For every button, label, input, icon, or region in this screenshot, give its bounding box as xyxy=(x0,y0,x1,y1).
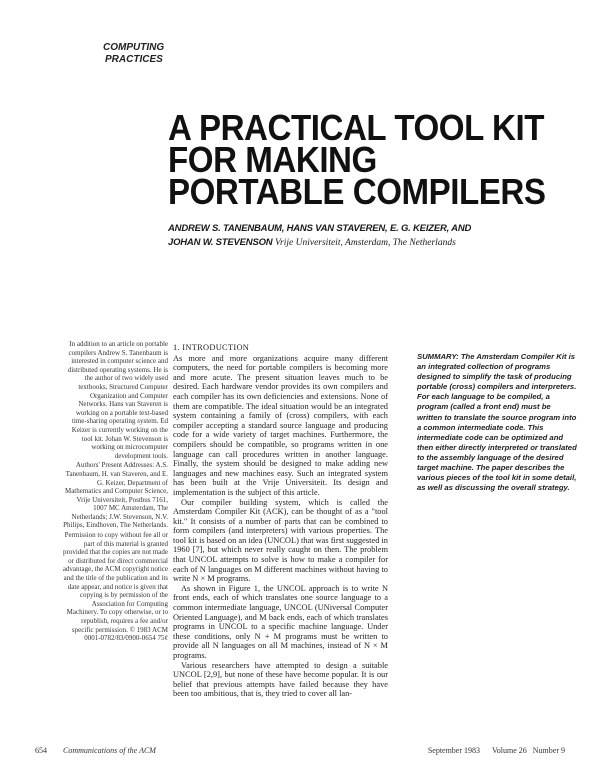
body-paragraph: Various researchers have attempted to design a suitable UNCOL [2,9], but none of these have become popular. It is our belief that previous attempts have failed because they have been too ambitious, that is, they tried to cover all lan- xyxy=(173,660,388,699)
summary-lead: SUMMARY: xyxy=(417,352,459,361)
issue-number: Number 9 xyxy=(532,746,565,755)
section-heading: 1. INTRODUCTION xyxy=(173,343,250,352)
author-names-line-1: ANDREW S. TANENBAUM, HANS VAN STAVEREN, E. G. KEIZER, AND xyxy=(168,223,472,234)
section-label xyxy=(103,42,223,66)
sidebar-addresses: Authors' Present Addresses: A.S. Tanenbaum, H. van Staveren, and E. G. Keizer, Department of Mathematics and Computer Science, Vrije Universiteit, Postbus 7161, 1007 MC Amsterdam, The Netherlands; J.W. Stevenson, N.V. Philips, Eindhoven, The Netherlands. xyxy=(63,461,168,530)
page-number: 654 xyxy=(35,746,47,755)
section-label-line-1: COMPUTING xyxy=(103,42,165,53)
title-line-3: PORTABLE COMPILERS xyxy=(168,171,546,212)
author-affiliation: Vrije Universiteit, Amsterdam, The Netherlands xyxy=(274,238,456,248)
author-names-line-2: JOHAN W. STEVENSON xyxy=(168,237,273,248)
issue-date: September 1983 xyxy=(427,746,481,755)
article-title xyxy=(168,107,554,212)
journal-name: Communications of the ACM xyxy=(63,746,156,755)
author-block xyxy=(168,222,588,250)
section-label-line-2: PRACTICES xyxy=(105,54,163,65)
issue-volume: Volume 26 xyxy=(492,746,527,755)
sidebar-copyright: Permission to copy without fee all or part of this material is granted provided that the copies are not made or distributed for direct commercial advantage, the ACM copyright notice and the title of the publication and its date appear, and notice is given that copying is by permission of the Association for Computing Machinery. To copy otherwise, or to republish, requires a fee and/or specific permission. © 1983 ACM 0001-0782/83/0900-0654 75¢ xyxy=(62,531,168,643)
title-line-1: A PRACTICAL TOOL KIT xyxy=(168,107,544,148)
sidebar-bio: In addition to an article on portable compilers Andrew S. Tanenbaum is interested in computer science and distributed operating systems. He is the author of two widely used textbooks, Structured Computer Organization and Computer Networks. Hans van Staveren is working on a portable text-based time-sharing operating system. Ed Keizer is currently working on the tool kit. Johan W. Stevenson is working on microcomputer development tools. xyxy=(67,340,168,460)
summary-text: The Amsterdam Compiler Kit is an integrated collection of programs designed to simplify the task of producing portable (cross) compilers and interpreters. For each language to be compiled, a program (called a front end) must be written to translate the source program into a common intermediate code. This intermediate code can be optimized and then either directly interpreted or translated to the assembly language of the desired target machine. The paper describes the various pieces of the tool kit in some detail, as well as discussing the overall strategy. xyxy=(417,352,577,493)
footer-right xyxy=(395,746,565,756)
body-paragraph: As more and more organizations acquire many different computers, the need for portable compilers is becoming more and more acute. The present situation leaves much to be desired. Each hardware vendor provides its own compilers and each compiler has its own deficiencies and extensions. None of them are compatible. The ideal situation would be an integrated system containing a family of (cross) compilers, with each compiler accepting a standard source language and producing code for a wide variety of target machines. Furthermore, the compilers should be compatible, so programs written in one language can call procedures written in another language. Finally, the system should be designed to make adding new languages and new machines easy. Such an integrated system has been built at the Vrije Universiteit. Its design and implementation is the subject of this article. xyxy=(173,353,388,497)
body-paragraph: As shown in Figure 1, the UNCOL approach is to write N front ends, each of which translates one source language to a common intermediate language, UNCOL (UNiversal Computer Oriented Language), and M back ends, each of which translates programs in UNCOL to a specific machine language. Under these conditions, only N + M programs must be written to provide all N languages on all M machines, instead of N × M programs. xyxy=(173,583,388,660)
author-bio-sidebar xyxy=(62,340,168,644)
title-line-2: FOR MAKING xyxy=(168,139,377,180)
summary-abstract xyxy=(417,352,577,493)
body-column xyxy=(173,343,388,699)
footer-left xyxy=(35,746,335,756)
body-paragraph: Our compiler building system, which is called the Amsterdam Compiler Kit (ACK), can be thought of as a "tool kit." It consists of a number of parts that can be combined to form compilers (and interpreters) with various properties. The tool kit is based on an idea (UNCOL) that was first suggested in 1960 [7], but which never really caught on then. The problem that UNCOL attempts to solve is how to make a compiler for each of N languages on M different machines without having to write N × M programs. xyxy=(173,497,388,584)
